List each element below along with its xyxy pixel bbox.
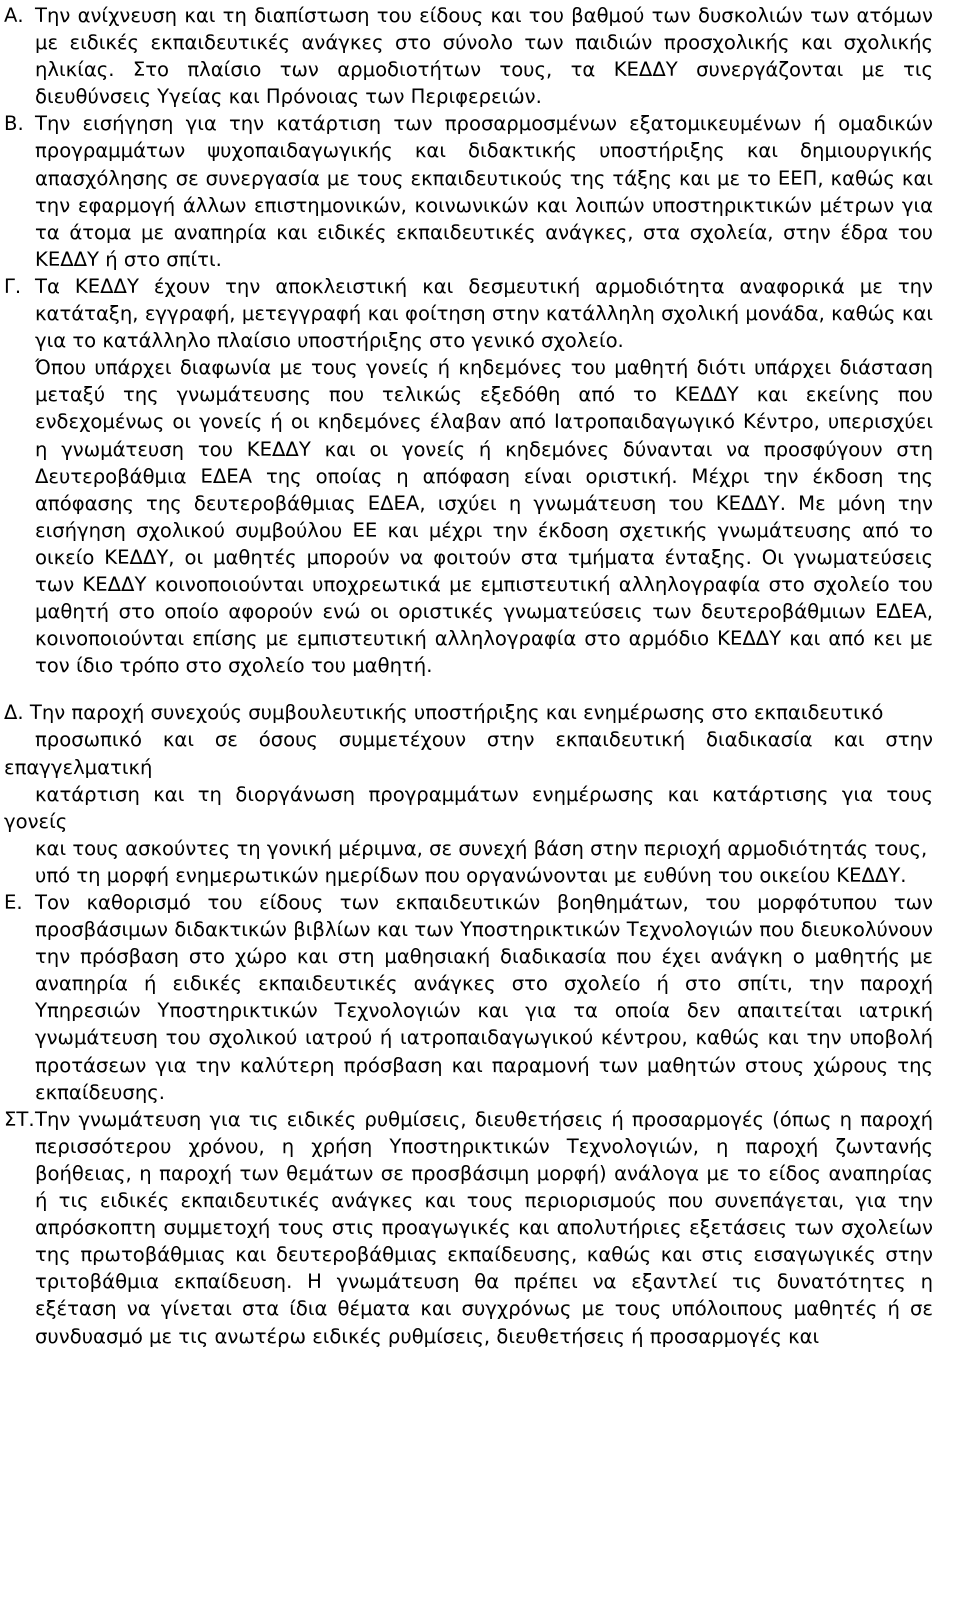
list-item-b — [4, 110, 933, 273]
list-item-a — [4, 2, 933, 110]
item-line — [4, 699, 933, 726]
item-marker: Α. — [4, 4, 24, 27]
item-text — [35, 2, 933, 110]
item-text — [35, 1106, 933, 1350]
item-text — [35, 889, 933, 1106]
paragraph: Τα ΚΕΔΔΥ έχουν την αποκλειστική και δεσμευτική αρμοδιότητα αναφορικά με την κατάταξη, εγγραφή, μετεγγραφή και φοίτηση στην κατάλληλη σχολική μονάδα, καθώς και για το κατάλληλο πλαίσιο υποστήριξης στο γενικό σχολείο. — [35, 274, 933, 353]
item-marker: Ε. — [4, 891, 23, 914]
paragraph-gap — [4, 679, 933, 699]
item-text — [35, 110, 933, 273]
paragraph: Την γνωμάτευση για τις ειδικές ρυθμίσεις, διευθετήσεις ή προσαρμογές (όπως η παροχή περισσότερου χρόνου, η χρήση Υποστηρικτικών Τεχνολογιών, η παροχή ζωντανής βοήθειας, η παροχή των θεμάτων σε προσβάσιμη μορφή) ανάλογα με το είδος αναπηρίας ή τις ειδικές εκπαιδευτικές ανάγκες και τους περιορισμούς που συνεπάγεται, για την απρόσκοπτη συμμετοχή τους στις προαγωγικές και απολυτήριες εξετάσεις των σχολείων της πρωτοβάθμιας και δευτεροβάθμιας εκπαίδευσης, καθώς και στις εισαγωγικές στην τριτοβάθμια εκπαίδευση. Η γνωμάτευση θα πρέπει να εξαντλεί τις δυνατότητες η εξέταση να γίνεται στα ίδια θέματα και συγχρόνως με τους υπόλοιπους μαθητές ή σε συνδυασμό με τις ανωτέρω ειδικές ρυθμίσεις, διευθετήσεις ή προσαρμογές και — [35, 1107, 933, 1348]
item-marker: Β. — [4, 112, 24, 136]
item-text — [35, 273, 933, 679]
paragraph: Όπου υπάρχει διαφωνία με τους γονείς ή κηδεμόνες του μαθητή διότι υπάρχει διάσταση μεταξύ της γνωμάτευσης που τελικώς εξεδόθη από το ΚΕΔΔΥ και εκείνης που ενδεχομένως οι γονείς ή οι κηδεμόνες έλαβαν από Ιατροπαιδαγωγικό Κέντρο, υπερισχύει η γνωμάτευση του ΚΕΔΔΥ και οι γονείς ή κηδεμόνες δύνανται να προσφύγουν στη Δευτεροβάθμια ΕΔΕΑ της οποίας η απόφαση είναι οριστική. Μέχρι την έκδοση της απόφασης της δευτεροβάθμιας ΕΔΕΑ, ισχύει η γνωμάτευση του ΚΕΔΔΥ. Με μόνη την εισήγηση σχολικού συμβούλου ΕΕ και μέχρι την έκδοση σχετικής γνωμάτευσης από το οικείο ΚΕΔΔΥ, οι μαθητές μπορούν να φοιτούν στα τμήματα ένταξης. Οι γνωματεύσεις των ΚΕΔΔΥ κοινοποιούνται υποχρεωτικά με εμπιστευτική αλληλογραφία στο σχολείο του μαθητή στο οποίο αφορούν ενώ οι οριστικές γνωματεύσεις των δευτεροβάθμιων ΕΔΕΑ, κοινοποιούνται επίσης με εμπιστευτική αλληλογραφία στο αρμόδιο ΚΕΔΔΥ και από κει με τον ίδιο τρόπο στο σχολείο του μαθητή. — [35, 356, 933, 678]
paragraph: Την ανίχνευση και τη διαπίστωση του είδους και του βαθμού των δυσκολιών των ατόμων με ειδικές εκπαιδευτικές ανάγκες στο σύνολο των παιδιών προσχολικής και σχολικής ηλικίας. Στο πλαίσιο των αρμοδιοτήτων τους, τα ΚΕΔΔΥ συνεργάζονται με τις διευθύνσεις Υγείας και Πρόνοιας των Περιφερειών. — [35, 4, 933, 109]
item-line-text: Την παροχή συνεχούς συμβουλευτικής υποστήριξης και ενημέρωσης στο εκπαιδευτικό — [29, 701, 884, 725]
paragraph: Τον καθορισμό του είδους των εκπαιδευτικών βοηθημάτων, του μορφότυπου των προσβάσιμων διδακτικών βιβλίων και των Υποστηρικτικών Τεχνολογιών που διευκολύνουν την πρόσβαση στο χώρο και στη μαθησιακή διαδικασία που έχει ανάγκη ο μαθητής με αναπηρία ή ειδικές εκπαιδευτικές ανάγκες στο σχολείο ή στο σπίτι, την παροχή Υπηρεσιών Υποστηρικτικών Τεχνολογιών και για τα οποία δεν απαιτείται ιατρική γνωμάτευση του σχολικού ιατρού ή ιατροπαιδαγωγικού κέντρου, καθώς και την υποβολή προτάσεων για την καλύτερη πρόσβαση και παραμονή των μαθητών στους χώρους της εκπαίδευσης. — [35, 891, 933, 1104]
item-line: υπό τη μορφή ενημερωτικών ημερίδων που οργανώνονται με ευθύνη του οικείου ΚΕΔΔΥ. — [35, 863, 907, 887]
item-marker: ΣΤ. — [4, 1107, 35, 1131]
list-item-d — [4, 699, 933, 889]
item-marker: Δ. — [4, 701, 24, 725]
list-item-c — [4, 273, 933, 679]
list-item-e — [4, 889, 933, 1106]
item-line: προσωπικό και σε όσους συμμετέχουν στην εκπαιδευτική διαδικασία και στην επαγγελματική — [4, 728, 933, 779]
paragraph: Την εισήγηση για την κατάρτιση των προσαρμοσμένων εξατομικευμένων ή ομαδικών προγραμμάτων ψυχοπαιδαγωγικής και διδακτικής υποστήριξης και δημιουργικής απασχόλησης σε συνεργασία με τους εκπαιδευτικούς της τάξης και με το ΕΕΠ, καθώς και την εφαρμογή άλλων επιστημονικών, κοινωνικών και λοιπών υποστηρικτικών μέτρων για τα άτομα με αναπηρία και ειδικές εκπαιδευτικές ανάγκες, στα σχολεία, στην έδρα του ΚΕΔΔΥ ή στο σπίτι. — [35, 112, 933, 271]
list-item-f — [4, 1106, 933, 1350]
item-line: και τους ασκούντες τη γονική μέριμνα, σε συνεχή βάση στην περιοχή αρμοδιότητάς τους, — [35, 836, 928, 860]
item-line: κατάρτιση και τη διοργάνωση προγραμμάτων ενημέρωσης και κατάρτισης για τους γονείς — [4, 782, 933, 833]
item-marker: Γ. — [4, 274, 22, 298]
